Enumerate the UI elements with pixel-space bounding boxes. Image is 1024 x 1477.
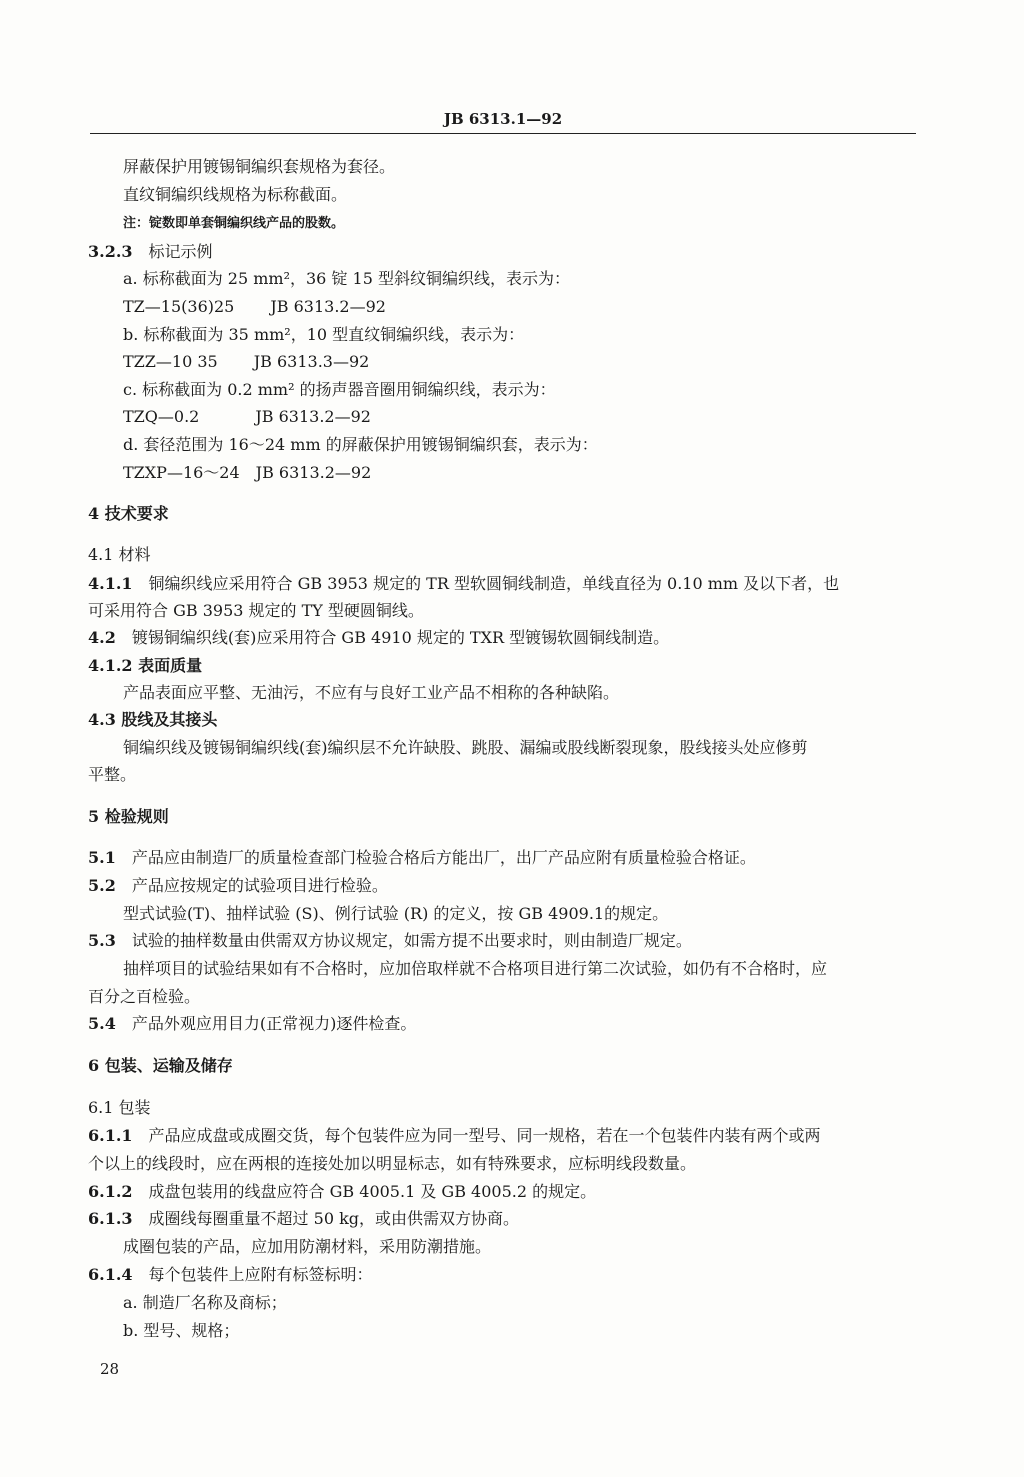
section-heading-5: 5 检验规则 [88,807,169,826]
paragraph-6-1-2 [88,1181,596,1203]
section-number: 4.1.1 [88,574,133,593]
paragraph-text: 镀锡铜编织线(套)应采用符合 GB 4910 规定的 TXR 型镀锡软圆铜线制造。 [131,628,670,647]
paragraph-text: 成圈线每圈重量不超过 50 kg，或由供需双方协商。 [148,1209,520,1228]
paragraph-text: 铜编织线应采用符合 GB 3953 规定的 TR 型软圆铜线制造，单线直径为 0.10 mm 及以下者，也 [148,574,840,593]
paragraph-text: 每个包装件上应附有标签标明： [148,1265,373,1284]
text-line: 型式试验(T)、抽样试验 (S)、例行试验 (R) 的定义，按 GB 4909.1的规定。 [123,904,669,923]
example-code [123,351,369,373]
section-number: 3.2.3 [88,242,133,261]
section-number: 6.1.3 [88,1209,133,1228]
section-number: 5.2 [88,876,116,895]
paragraph-5-3 [88,930,692,952]
paragraph-5-4 [88,1013,416,1035]
section-heading-3-2-3 [88,241,213,263]
section-heading-4-1: 4.1 材料 [88,545,151,564]
section-heading-4-1-2: 4.1.2 表面质量 [88,656,203,675]
example-code [123,406,371,428]
code: TZXP—16～24 [123,463,240,482]
paragraph-text: 成盘包装用的线盘应符合 GB 4005.1 及 GB 4005.2 的规定。 [148,1182,597,1201]
paragraph-text: 试验的抽样数量由供需双方协议规定，如需方提不出要求时，则由制造厂规定。 [131,931,692,950]
text-line: 直纹铜编织线规格为标称截面。 [123,185,348,204]
paragraph-text: 产品应按规定的试验项目进行检验。 [131,876,388,895]
example-code [123,296,386,318]
code: TZZ—10 35 [123,352,218,371]
code: TZQ—0.2 [123,407,200,426]
section-number: 5.1 [88,848,116,867]
paragraph-5-2 [88,875,388,897]
section-number: 5.4 [88,1014,116,1033]
text-line: 可采用符合 GB 3953 规定的 TY 型硬圆铜线。 [88,601,424,620]
paragraph-text: 产品应成盘或成圈交货，每个包装件应为同一型号、同一规格，若在一个包装件内装有两个或两 [148,1126,821,1145]
standard-ref: JB 6313.3—92 [253,352,370,371]
paragraph-6-1-3 [88,1208,519,1230]
page-number: 28 [100,1360,120,1378]
header-rule [90,133,916,134]
text-line: 屏蔽保护用镀锡铜编织套规格为套径。 [123,157,396,176]
example-item: c. 标称截面为 0.2 mm² 的扬声器音圈用铜编织线，表示为： [123,380,556,399]
page-header-standard-number: JB 6313.1—92 [443,110,563,128]
example-item: a. 标称截面为 25 mm²，36 锭 15 型斜纹铜编织线，表示为： [123,269,570,288]
paragraph-5-1 [88,847,756,869]
text-line: 抽样项目的试验结果如有不合格时，应加倍取样就不合格项目进行第二次试验，如仍有不合格时，应 [123,959,828,978]
note-line: 注：锭数即单套铜编织线产品的股数。 [123,216,345,231]
paragraph-6-1-1 [88,1125,821,1147]
section-heading-4-3: 4.3 股线及其接头 [88,710,218,729]
section-number: 6.1.2 [88,1182,133,1201]
paragraph-text: 产品应由制造厂的质量检查部门检验合格后方能出厂，出厂产品应附有质量检验合格证。 [131,848,756,867]
section-number: 4.2 [88,628,116,647]
example-item: d. 套径范围为 16～24 mm 的屏蔽保护用镀锡铜编织套，表示为： [123,435,598,454]
section-heading-6: 6 包装、运输及储存 [88,1056,233,1075]
paragraph-4-2 [88,627,669,649]
standard-ref: JB 6313.2—92 [255,407,371,426]
text-line: 铜编织线及镀锡铜编织线(套)编织层不允许缺股、跳股、漏编或股线断裂现象，股线接头处应修剪 [123,738,808,757]
section-number: 6.1.1 [88,1126,133,1145]
list-item: a. 制造厂名称及商标； [123,1293,287,1312]
paragraph-text: 产品外观应用目力(正常视力)逐件检查。 [131,1014,417,1033]
section-number: 5.3 [88,931,116,950]
text-line: 成圈包装的产品，应加用防潮材料，采用防潮措施。 [123,1237,492,1256]
standard-ref: JB 6313.2—92 [255,463,372,482]
section-heading-6-1: 6.1 包装 [88,1098,151,1117]
example-code [123,462,371,484]
list-item: b. 型号、规格； [123,1321,240,1340]
section-number: 6.1.4 [88,1265,133,1284]
text-line: 个以上的线段时，应在两根的连接处加以明显标志，如有特殊要求，应标明线段数量。 [88,1154,697,1173]
paragraph-4-1-1 [88,573,839,595]
section-title: 标记示例 [148,242,213,261]
standard-ref: JB 6313.2—92 [270,297,386,316]
text-line: 百分之百检验。 [88,987,201,1006]
text-line: 平整。 [88,765,137,784]
example-item: b. 标称截面为 35 mm²，10 型直纹铜编织线，表示为： [123,325,525,344]
code: TZ—15(36)25 [123,297,235,316]
text-line: 产品表面应平整、无油污，不应有与良好工业产品不相称的各种缺陷。 [123,683,620,702]
section-heading-4: 4 技术要求 [88,504,169,523]
paragraph-6-1-4 [88,1264,373,1286]
